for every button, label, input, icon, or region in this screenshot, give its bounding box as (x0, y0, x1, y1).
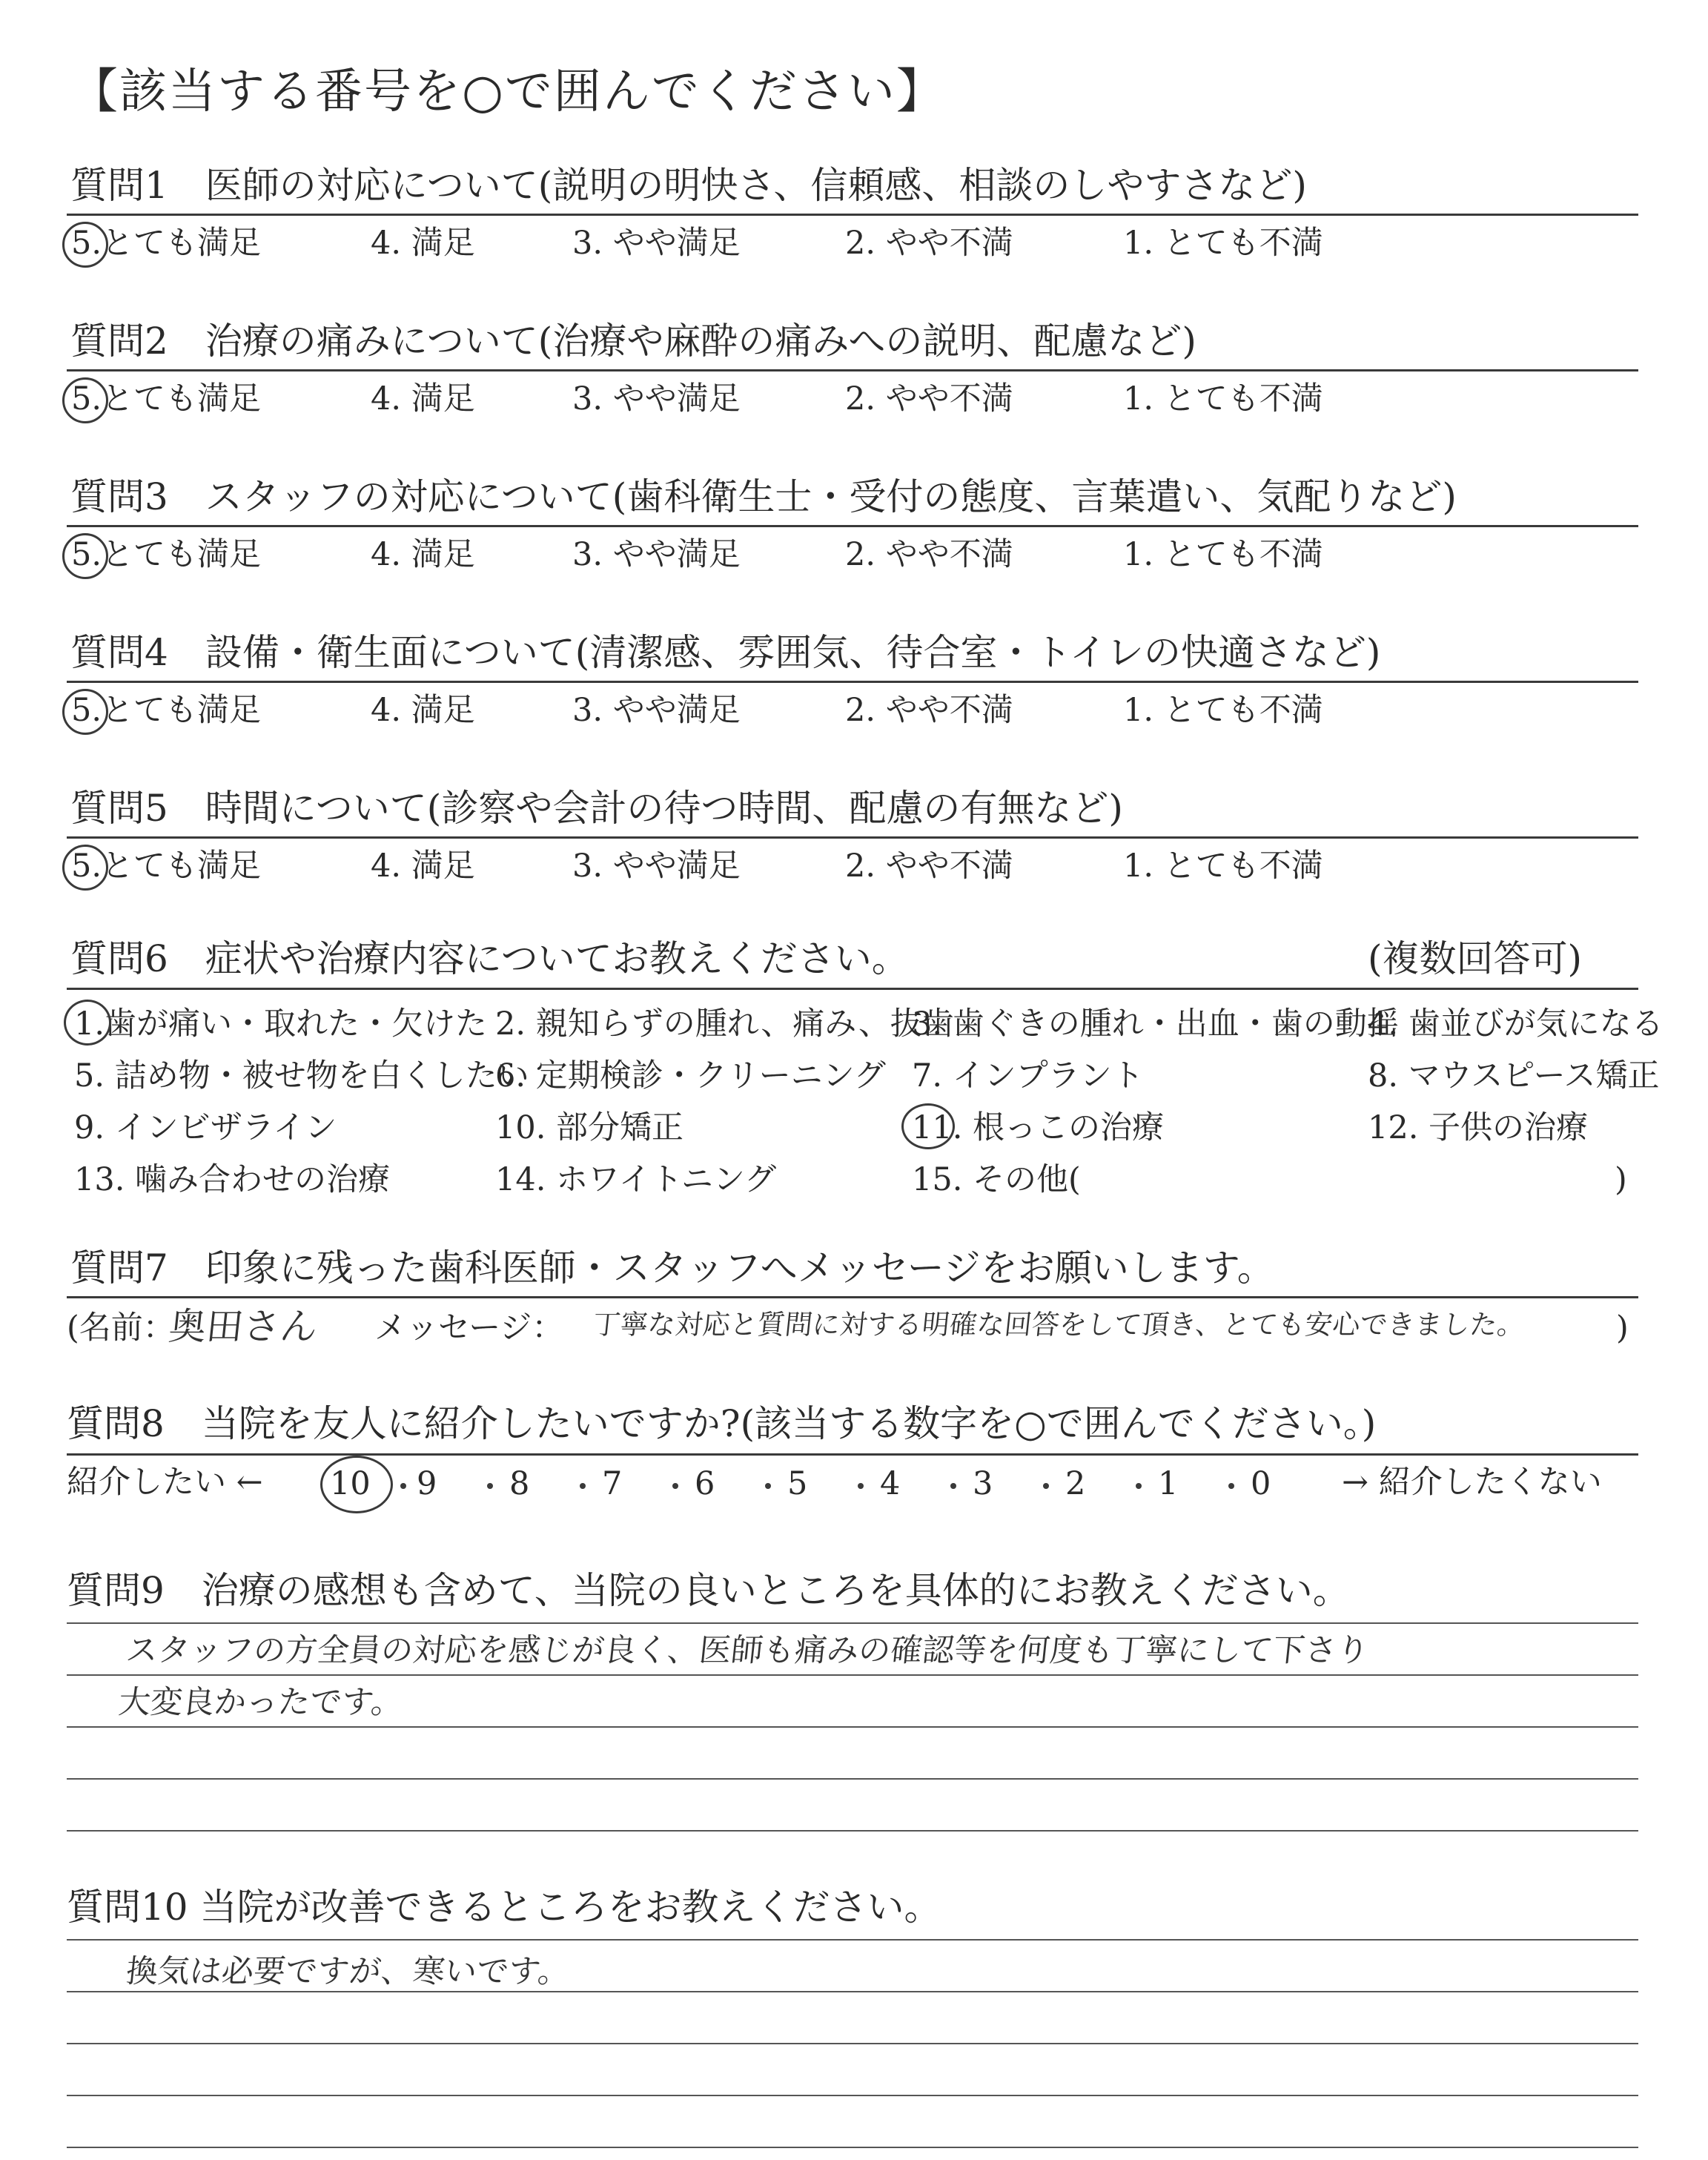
q8-rule (67, 1453, 1638, 1456)
q8-scale-5: 5 (787, 1465, 808, 1502)
form-header: 【該当する番号を○で囲んでください】 (70, 65, 945, 119)
q2-rule (67, 369, 1638, 371)
q4-option-5: 5.とても満足 (71, 692, 262, 729)
q4-option-2: 2. やや不満 (845, 692, 1013, 729)
q1-option-2: 2. やや不満 (845, 225, 1013, 262)
q8-scale-9: 9 (417, 1465, 437, 1502)
q5-option-5: 5.とても満足 (71, 848, 262, 885)
q6-option-14: 14. ホワイトニング (495, 1161, 777, 1198)
q2-selection-circle (62, 377, 108, 423)
q8-scale-dot (1136, 1483, 1142, 1489)
q6-option-4: 4. 歯並びが気になる (1368, 1005, 1664, 1043)
q8-scale-6: 6 (695, 1465, 715, 1502)
q8-scale-7: 7 (602, 1465, 623, 1502)
q8-scale-10: 10 (330, 1465, 371, 1502)
q3-selection-circle (62, 533, 108, 579)
q10-line-5 (67, 2147, 1638, 2148)
q1-option-5: 5.とても満足 (71, 225, 262, 262)
q8-scale-4: 4 (880, 1465, 901, 1502)
q3-option-1: 1. とても不満 (1123, 536, 1323, 573)
q3-title: 質問3 スタッフの対応について(歯科衛生士・受付の態度、言葉遣い、気配りなど) (70, 475, 1457, 518)
q1-title: 質問1 医師の対応について(説明の明快さ、信頼感、相談のしやすさなど) (70, 164, 1307, 207)
q5-selection-circle (62, 845, 108, 891)
q8-scale-dot (858, 1483, 864, 1489)
q1-option-4: 4. 満足 (371, 225, 475, 262)
q5-option-4: 4. 満足 (371, 848, 475, 885)
q5-option-3: 3. やや満足 (572, 848, 741, 885)
q9-line-1 (67, 1622, 1638, 1624)
q7-close-paren: ) (1616, 1309, 1629, 1347)
q6-option-5: 5. 詰め物・被せ物を白くしたい (74, 1057, 529, 1094)
q3-option-3: 3. やや満足 (572, 536, 741, 573)
q8-scale-dot (672, 1483, 678, 1489)
q9-line-4 (67, 1778, 1638, 1780)
q8-scale-3: 3 (973, 1465, 993, 1502)
q8-scale-dot (400, 1483, 406, 1489)
q6-option-12: 12. 子供の治療 (1368, 1109, 1589, 1146)
q8-scale-dot (487, 1483, 493, 1489)
q1-option-1: 1. とても不満 (1123, 225, 1323, 262)
q9-line-3 (67, 1726, 1638, 1728)
q10-answer-line-1: 換気は必要ですが、寒いです。 (124, 1953, 572, 1990)
q2-title: 質問2 治療の痛みについて(治療や麻酔の痛みへの説明、配慮など) (70, 320, 1196, 363)
q8-scale-dot (1043, 1483, 1049, 1489)
q2-option-2: 2. やや不満 (845, 380, 1013, 417)
q1-rule (67, 214, 1638, 216)
q2-option-5: 5.とても満足 (71, 380, 262, 417)
q2-option-3: 3. やや満足 (572, 380, 741, 417)
q6-title: 質問6 症状や治療内容についてお教えください。 (70, 937, 909, 980)
q8-scale-2: 2 (1065, 1465, 1086, 1502)
q7-name-value: 奥田さん (166, 1305, 320, 1348)
q3-option-2: 2. やや不満 (845, 536, 1013, 573)
q8-right-label: → 紹介したくない (1342, 1464, 1602, 1501)
q6-option-11: 11. 根っこの治療 (912, 1109, 1165, 1146)
q4-option-4: 4. 満足 (371, 692, 475, 729)
q4-title: 質問4 設備・衛生面について(清潔感、雰囲気、待合室・トイレの快適さなど) (70, 631, 1381, 674)
q6-option-2: 2. 親知らずの腫れ、痛み、抜歯 (495, 1005, 954, 1043)
q8-scale-dot (950, 1483, 956, 1489)
q8-scale-8: 8 (509, 1465, 530, 1502)
q7-message-value: 丁寧な対応と質問に対する明確な回答をして頂き、とても安心できました。 (591, 1309, 1526, 1341)
q10-line-2 (67, 1991, 1638, 1992)
q6-option-7: 7. インプラント (912, 1057, 1144, 1094)
q6-note: (複数回答可) (1368, 937, 1583, 980)
q3-option-4: 4. 満足 (371, 536, 475, 573)
q6-option-6: 6. 定期検診・クリーニング (495, 1057, 886, 1094)
q10-line-3 (67, 2043, 1638, 2044)
q7-rule (67, 1296, 1638, 1298)
q7-message-label: メッセージ： (374, 1309, 564, 1347)
q9-answer-line-2: 大変良かったです。 (116, 1684, 406, 1721)
q9-line-5 (67, 1830, 1638, 1832)
q6-selection-circle-1 (64, 1000, 111, 1046)
q3-rule (67, 525, 1638, 527)
q9-line-2 (67, 1674, 1638, 1676)
q8-title: 質問8 当院を友人に紹介したいですか?(該当する数字を○で囲んでください。) (67, 1402, 1377, 1445)
q10-line-1 (67, 1939, 1638, 1941)
q2-option-4: 4. 満足 (371, 380, 475, 417)
q4-selection-circle (62, 689, 108, 735)
q7-name-label: (名前： (67, 1309, 175, 1347)
q8-scale-0: 0 (1251, 1465, 1271, 1502)
q3-option-5: 5.とても満足 (71, 536, 262, 573)
q8-left-label: 紹介したい ← (67, 1464, 263, 1501)
q6-selection-circle-11 (901, 1103, 955, 1149)
q5-option-1: 1. とても不満 (1123, 848, 1323, 885)
q8-selection-circle (320, 1456, 393, 1513)
q1-option-3: 3. やや満足 (572, 225, 741, 262)
q6-option-3: 3. 歯ぐきの腫れ・出血・歯の動揺 (912, 1005, 1399, 1043)
q5-rule (67, 836, 1638, 839)
q1-selection-circle (62, 222, 108, 268)
q4-option-3: 3. やや満足 (572, 692, 741, 729)
q6-option-15: 15. その他( (912, 1161, 1081, 1198)
q6-rule (67, 988, 1638, 990)
q9-answer-line-1: スタッフの方全員の対応を感じが良く、医師も痛みの確認等を何度も丁寧にして下さり (124, 1632, 1371, 1669)
q4-rule (67, 681, 1638, 683)
q6-option-13: 13. 噛み合わせの治療 (74, 1161, 391, 1198)
q6-option-16: ) (1615, 1161, 1627, 1198)
q8-scale-dot (765, 1483, 771, 1489)
q2-option-1: 1. とても不満 (1123, 380, 1323, 417)
q6-option-9: 9. インビザライン (74, 1109, 337, 1146)
q7-title: 質問7 印象に残った歯科医師・スタッフへメッセージをお願いします。 (70, 1246, 1274, 1289)
q6-option-8: 8. マウスピース矯正 (1368, 1057, 1660, 1094)
q10-line-4 (67, 2095, 1638, 2096)
q6-option-10: 10. 部分矯正 (495, 1109, 684, 1146)
q8-scale-dot (580, 1483, 586, 1489)
q8-scale-1: 1 (1158, 1465, 1179, 1502)
q4-option-1: 1. とても不満 (1123, 692, 1323, 729)
q9-title: 質問9 治療の感想も含めて、当院の良いところを具体的にお教えください。 (67, 1569, 1350, 1612)
q6-option-1: 1.歯が痛い・取れた・欠けた (74, 1005, 488, 1043)
q8-scale-dot (1228, 1483, 1234, 1489)
q10-title: 質問10 当院が改善できるところをお教えください。 (67, 1886, 941, 1929)
q5-title: 質問5 時間について(診察や会計の待つ時間、配慮の有無など) (70, 787, 1123, 830)
q5-option-2: 2. やや不満 (845, 848, 1013, 885)
